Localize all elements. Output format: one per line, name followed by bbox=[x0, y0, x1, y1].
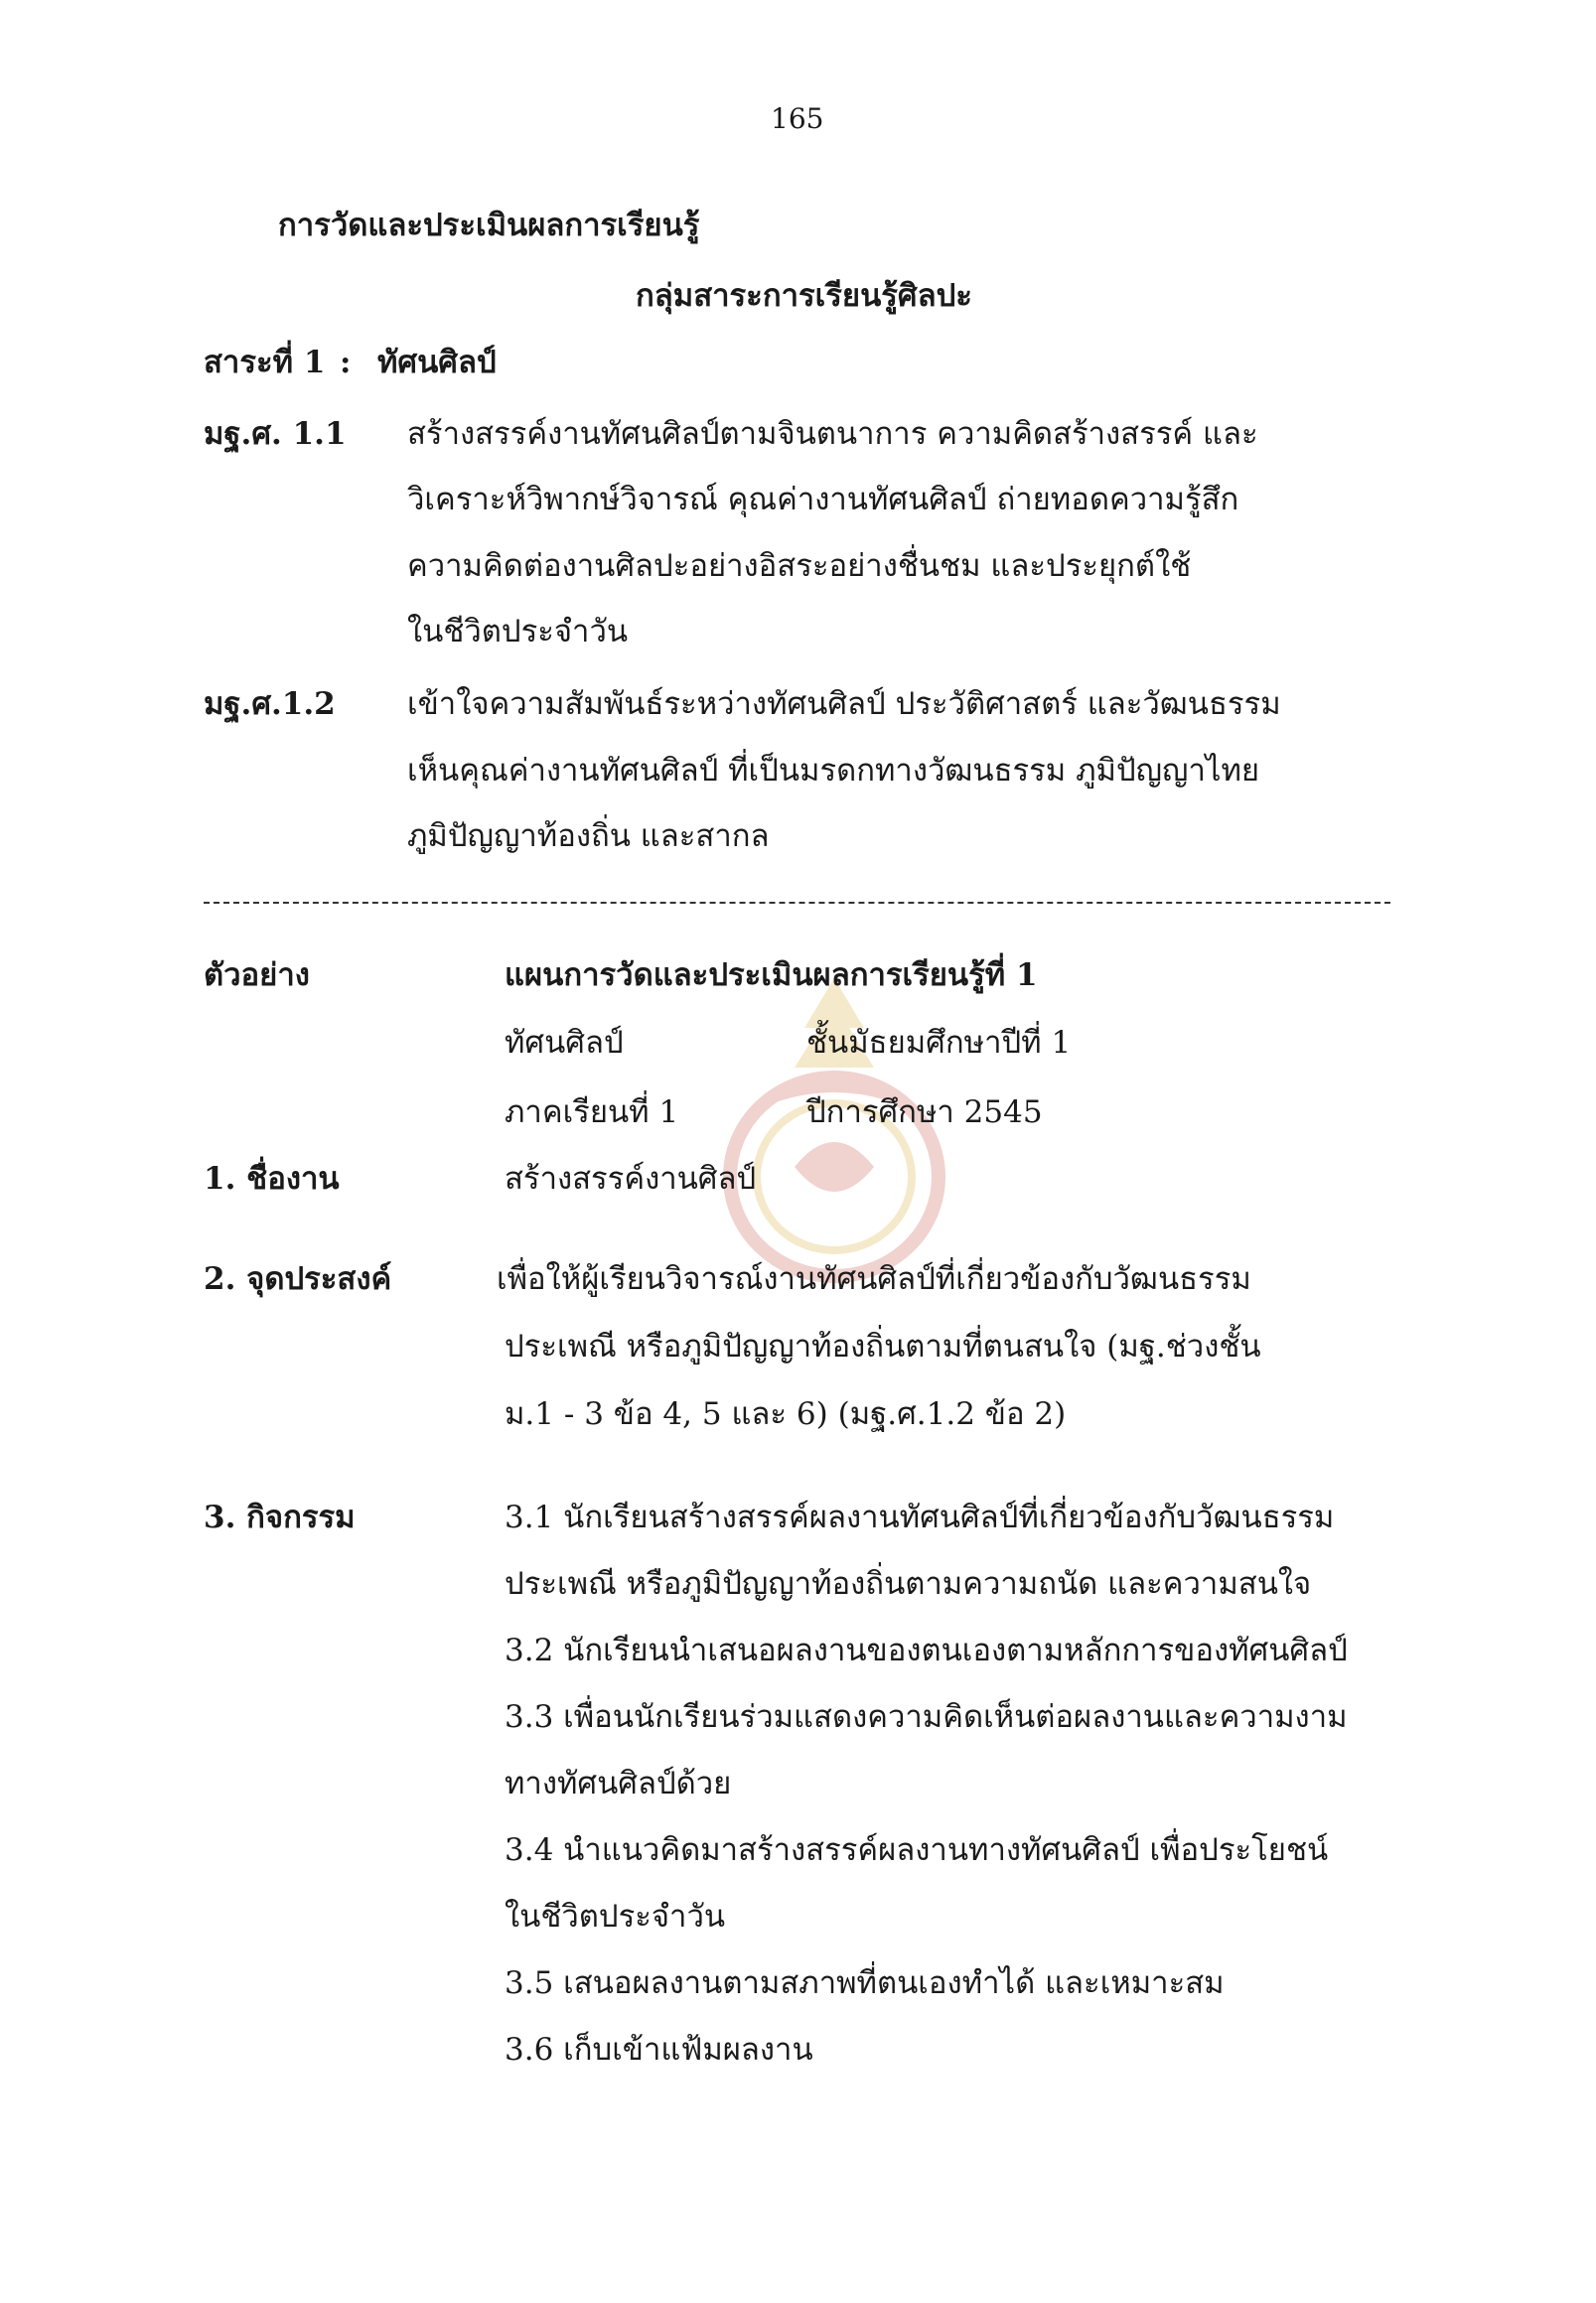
dashed-divider bbox=[204, 902, 1390, 904]
activity-line: 3.5 เสนอผลงานตามสภาพที่ตนเองทำได้ และเหมาะสม bbox=[505, 1965, 1225, 2001]
standard-code: มฐ.ศ. 1.1 bbox=[204, 416, 347, 452]
plan-title: แผนการวัดและประเมินผลการเรียนรู้ที่ 1 bbox=[505, 957, 1038, 993]
strand-separator: : bbox=[340, 345, 352, 380]
standard-code: มฐ.ศ.1.2 bbox=[204, 686, 336, 722]
strand-label: สาระที่ 1 bbox=[204, 345, 326, 380]
plan-semester: ภาคเรียนที่ 1 bbox=[505, 1094, 679, 1130]
page-subtitle: กลุ่มสาระการเรียนรู้ศิลปะ bbox=[636, 278, 972, 314]
objective-label: 2. จุดประสงค์ bbox=[204, 1261, 392, 1297]
standard-line: เห็นคุณค่างานทัศนศิลป์ ที่เป็นมรดกทางวัฒนธรรม ภูมิปัญญาไทย bbox=[407, 753, 1260, 789]
activity-line: ทางทัศนศิลป์ด้วย bbox=[505, 1766, 732, 1801]
activity-line: 3.2 นักเรียนนำเสนอผลงานของตนเองตามหลักการของทัศนศิลป์ bbox=[505, 1633, 1348, 1668]
plan-subject: ทัศนศิลป์ bbox=[505, 1025, 624, 1061]
example-label: ตัวอย่าง bbox=[204, 957, 310, 993]
work-name-value: สร้างสรรค์งานศิลป์ bbox=[505, 1161, 757, 1197]
activity-line: 3.4 นำแนวคิดมาสร้างสรรค์ผลงานทางทัศนศิลป์ เพื่อประโยชน์ bbox=[505, 1832, 1329, 1868]
standard-line: เข้าใจความสัมพันธ์ระหว่างทัศนศิลป์ ประวัติศาสตร์ และวัฒนธรรม bbox=[407, 686, 1281, 722]
activity-line: 3.6 เก็บเข้าแฟ้มผลงาน bbox=[505, 2032, 813, 2068]
objective-line: ม.1 - 3 ข้อ 4, 5 และ 6) (มฐ.ศ.1.2 ข้อ 2) bbox=[505, 1396, 1067, 1432]
standard-line: ความคิดต่องานศิลปะอย่างอิสระอย่างชื่นชม และประยุกต์ใช้ bbox=[407, 548, 1192, 584]
standard-line: สร้างสรรค์งานทัศนศิลป์ตามจินตนาการ ความคิดสร้างสรรค์ และ bbox=[407, 416, 1258, 452]
activity-line: ประเพณี หรือภูมิปัญญาท้องถิ่นตามความถนัด และความสนใจ bbox=[505, 1566, 1312, 1602]
activity-line: 3.3 เพื่อนนักเรียนร่วมแสดงความคิดเห็นต่อผลงานและความงาม bbox=[505, 1699, 1348, 1735]
standard-line: ในชีวิตประจำวัน bbox=[407, 614, 629, 649]
page-number: 165 bbox=[771, 102, 824, 135]
activity-line: 3.1 นักเรียนสร้างสรรค์ผลงานทัศนศิลป์ที่เกี่ยวข้องกับวัฒนธรรม bbox=[505, 1500, 1335, 1535]
objective-line: เพื่อให้ผู้เรียนวิจารณ์งานทัศนศิลป์ที่เกี่ยวข้องกับวัฒนธรรม bbox=[497, 1261, 1251, 1297]
strand-value: ทัศนศิลป์ bbox=[377, 345, 497, 380]
standard-line: ภูมิปัญญาท้องถิ่น และสากล bbox=[407, 818, 770, 854]
work-name-label: 1. ชื่องาน bbox=[204, 1161, 340, 1197]
plan-grade: ชั้นมัธยมศึกษาปีที่ 1 bbox=[806, 1025, 1072, 1061]
activity-line: ในชีวิตประจำวัน bbox=[505, 1899, 726, 1935]
activities-label: 3. กิจกรรม bbox=[204, 1500, 356, 1535]
standard-line: วิเคราะห์วิพากษ์วิจารณ์ คุณค่างานทัศนศิลป์ ถ่ายทอดความรู้สึก bbox=[407, 482, 1239, 517]
page-title: การวัดและประเมินผลการเรียนรู้ bbox=[278, 208, 700, 243]
objective-line: ประเพณี หรือภูมิปัญญาท้องถิ่นตามที่ตนสนใจ (มฐ.ช่วงชั้น bbox=[505, 1329, 1261, 1365]
plan-year: ปีการศึกษา 2545 bbox=[806, 1094, 1043, 1130]
